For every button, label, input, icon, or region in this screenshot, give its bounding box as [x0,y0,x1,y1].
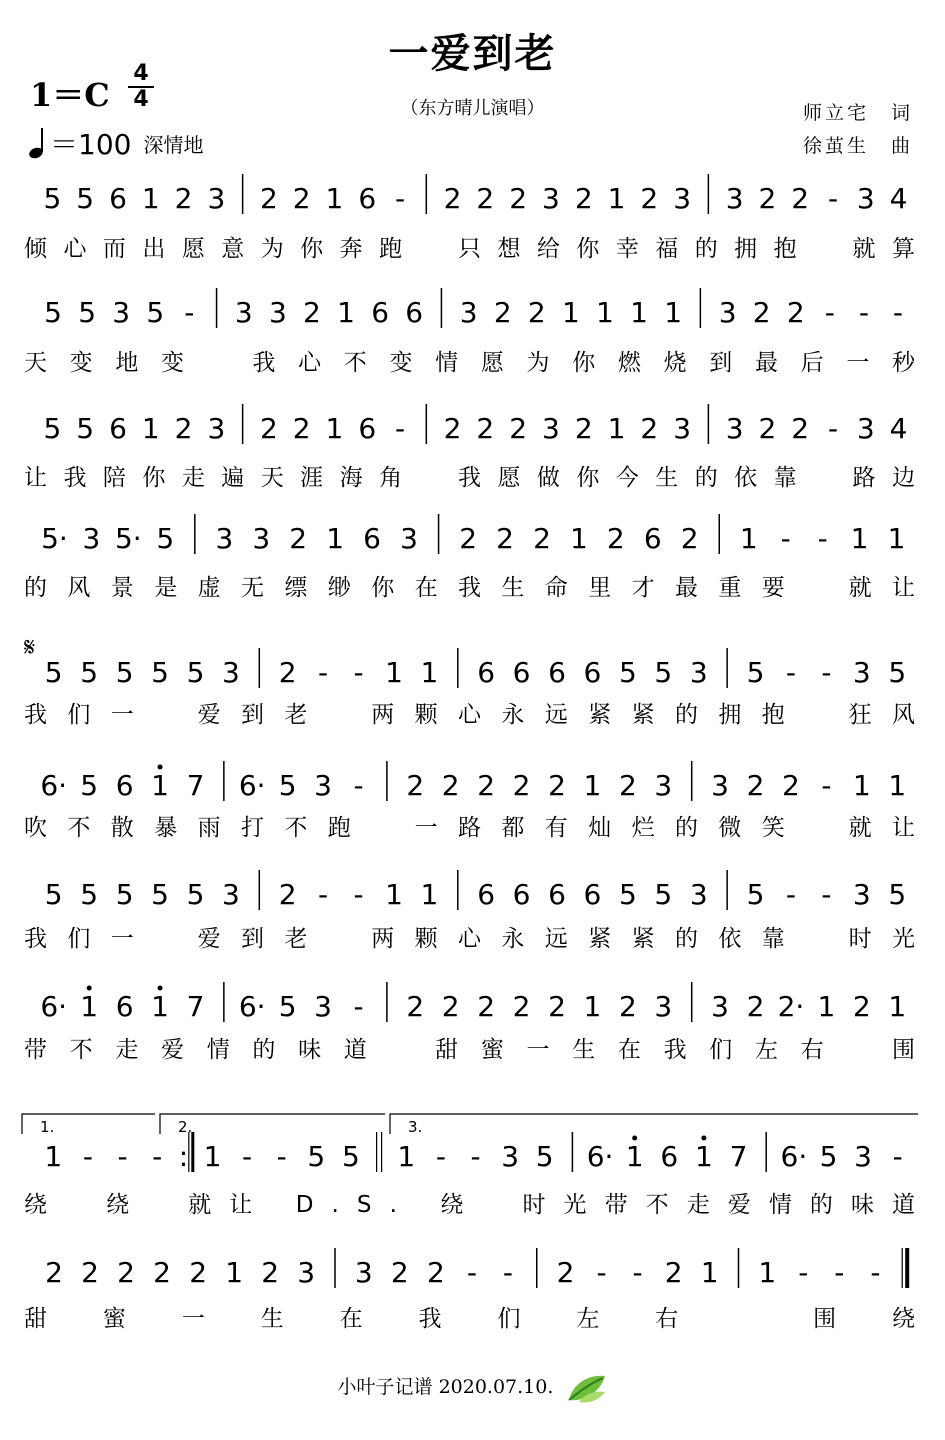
note: 2 [548,990,566,1023]
note: 6 [358,412,377,445]
note: - [117,1140,128,1173]
note: 1 [850,522,869,555]
note: 5 [76,412,95,445]
note: 6· [40,769,68,802]
note: 3 [654,769,673,802]
note: 6· [780,1140,808,1173]
note: 4 [889,412,908,445]
note: 5 [888,878,907,911]
note: 5 [654,656,673,689]
note: 2 [786,296,805,329]
note: 5· [41,522,68,555]
note: 3 [711,990,729,1023]
note: 6 [358,182,377,215]
note: - [395,412,406,445]
note: 1 [561,296,580,329]
note: 3 [673,412,692,445]
note: 2 [746,990,765,1023]
note: 5 [618,878,637,911]
note: 6 [548,878,566,911]
note: 2 [680,522,699,555]
lyric-line: 让我陪你走遍天涯海角 我愿做你今生的依靠 路边 [24,465,916,491]
note: 1 [607,412,626,445]
note: 1 [151,769,169,802]
high-octave-dot [158,986,163,991]
note: - [318,656,329,689]
note: 2 [443,412,462,445]
note: - [470,1140,481,1173]
note: 3 [856,412,875,445]
note: 3 [711,769,729,802]
note: 2 [117,1256,135,1289]
note: - [817,522,828,555]
note: 5 [146,296,165,329]
note: 5 [44,296,62,329]
note: 1 [852,769,871,802]
note: 6· [586,1140,614,1173]
note: 2 [292,182,311,215]
note: 5 [151,656,169,689]
note: 3 [82,522,101,555]
note: - [785,656,797,689]
note: 2 [606,522,625,555]
tempo-mood: 深情地 [143,132,204,157]
note: 2 [426,1256,445,1289]
repeat-dots: : [178,1140,189,1173]
note: - [152,1140,163,1173]
note: 6 [583,656,602,689]
note: 2 [618,769,637,802]
note: 6 [363,522,382,555]
note: 2 [443,182,462,215]
note: 2 [512,769,531,802]
note: 1 [203,1140,222,1173]
leaf-icon [565,1372,607,1404]
note: 1 [325,182,344,215]
note: 6 [109,412,127,445]
note: 2 [527,296,546,329]
note: 3 [252,522,271,555]
note: 2 [752,296,771,329]
note: 6· [238,769,266,802]
note: 3 [654,990,673,1023]
note: 5 [43,182,62,215]
note: 1 [607,182,626,215]
note: - [834,1256,845,1289]
note: 2 [618,990,637,1023]
note: 3 [297,1256,316,1289]
note: 2 [476,182,495,215]
note: 2 [852,990,871,1023]
note: 2 [556,1256,575,1289]
note: 1 [326,522,345,555]
note: 1 [325,412,344,445]
note: 2 [278,656,297,689]
note: 7 [186,769,205,802]
note: 2 [493,296,512,329]
volta-number: 2. [178,1118,193,1136]
note: 3 [542,412,560,445]
note: - [632,1256,643,1289]
note: 3 [314,769,333,802]
note: 3 [725,182,744,215]
note: 2 [746,769,765,802]
note: 3 [852,878,871,911]
note: 5· [114,522,142,555]
lyric-line: 绕 绕 就让 D.S. 绕 时光带不走爱情的味道 [24,1192,916,1218]
note: 2 [303,296,321,329]
note: 2 [289,522,308,555]
lyric-line: 我们一 爱到老 两颗心永远紧紧的依靠 时光 [24,926,915,952]
lyric-line: 的风景是虚无缥缈你在我生命里才最重要 就让 [24,575,915,601]
note: 1 [888,990,907,1023]
high-octave-dot [632,1136,637,1141]
note: 3 [215,522,234,555]
note: - [502,1256,513,1289]
note: 6 [115,990,134,1023]
note: 1 [420,656,439,689]
note: 3 [459,296,478,329]
note: 1 [397,1140,416,1173]
performer-subtitle: （东方晴儿演唱） [400,98,545,119]
transcriber-footer [0,1372,945,1404]
note: 2 [259,182,278,215]
note: 2 [791,412,810,445]
tempo-value: ＝100 [50,128,132,161]
note: - [353,990,364,1023]
footer-text: 小叶子记谱 2020.07.10. [337,1376,554,1398]
note: 1 [887,522,906,555]
key-signature: 1＝C [30,76,110,114]
note: 3 [856,182,875,215]
note: - [184,296,195,329]
high-octave-dot [158,765,163,770]
note: - [870,1256,881,1289]
note: 6· [238,990,266,1023]
note: 1 [700,1256,719,1289]
note: 2 [758,412,777,445]
note: 3 [314,990,333,1023]
note: - [821,656,832,689]
time-signature-top: 4 [133,61,149,86]
note: 2 [477,990,496,1023]
note: 1 [625,1140,644,1173]
note: 3 [222,878,240,911]
note: 5 [115,656,134,689]
note: 5 [78,296,97,329]
note: - [466,1256,477,1289]
note: 5 [44,878,63,911]
note: 5 [80,656,99,689]
volta-number: 3. [408,1118,423,1136]
note: 3 [400,522,418,555]
lyricist-credit: 师立宅 词 [802,102,913,124]
note: 1 [385,656,403,689]
note: 2 [278,878,297,911]
note: 1 [44,1140,63,1173]
lyric-line: 倾心而出愿意为你奔跑 只想给你幸福的拥抱 就算 [24,236,916,262]
note: 3 [854,1140,873,1173]
note: 6 [583,878,602,911]
note: 1 [583,769,602,802]
note: 5 [80,769,99,802]
note: - [353,656,364,689]
note: 5 [278,990,297,1023]
note: - [596,1256,607,1289]
note: 5 [80,878,99,911]
note: 3 [542,182,560,215]
high-octave-dot [701,1136,706,1141]
note: 3 [501,1140,520,1173]
note: - [785,878,797,911]
note: 5 [186,878,205,911]
note: 2 [441,990,460,1023]
note: 5 [654,878,673,911]
note: 2 [640,182,659,215]
note: - [892,1140,903,1173]
volta-bracket [160,1114,385,1134]
volta-bracket [390,1114,918,1134]
note: 2 [533,522,551,555]
note: 6 [109,182,127,215]
note: 2 [406,990,425,1023]
note: - [353,769,364,802]
note: 1 [225,1256,244,1289]
lyric-line: 甜蜜一生在我们左右 围绕 [24,1306,916,1332]
note: 3 [207,412,226,445]
note: 1 [817,990,836,1023]
note: 6 [477,878,496,911]
note: 2 [512,990,531,1023]
note: - [435,1140,446,1173]
note: 1 [385,878,403,911]
high-octave-dot [87,986,92,991]
note: 6 [660,1140,679,1173]
note: 1 [151,990,169,1023]
note: 1 [758,1256,777,1289]
note: 1 [630,296,648,329]
note: - [858,296,869,329]
lyric-line: 天变地变 我心不变情愿为你燃烧到最后一秒 [24,350,915,376]
note: 5 [278,769,297,802]
note: 2 [174,412,193,445]
song-title: 一爱到老 [388,31,557,77]
note: 2 [441,769,460,802]
volta-number: 1. [40,1118,55,1136]
note: 2 [574,182,593,215]
note: 6 [477,656,496,689]
note: 5 [76,182,95,215]
note: 3 [852,656,871,689]
note: 2 [81,1256,99,1289]
note: - [827,412,839,445]
note: - [824,296,835,329]
note: 2 [496,522,514,555]
note: 3 [718,296,737,329]
note: 2 [459,522,478,555]
lyric-line: 带不走爱情的味道 甜蜜一生在我们左右 围 [24,1037,915,1063]
note: - [827,182,839,215]
note: - [798,1256,809,1289]
note: 1 [141,182,160,215]
composer-credit: 徐茧生 曲 [802,135,913,157]
note: 6 [643,522,662,555]
note: 2 [390,1256,409,1289]
note: - [276,1140,287,1173]
note: 1 [420,878,439,911]
note: 2 [548,769,566,802]
note: 2 [640,412,659,445]
note: - [821,878,832,911]
note: 3 [725,412,744,445]
note: 6 [548,656,566,689]
note: 2 [174,182,193,215]
note: 5 [888,656,907,689]
note: 3 [222,656,240,689]
note: 2 [509,412,528,445]
note: 3 [207,182,226,215]
note: 5 [535,1140,554,1173]
note: 2 [261,1256,280,1289]
note: 5 [342,1140,360,1173]
note: 6 [512,656,531,689]
note: 5 [819,1140,838,1173]
segno-sign: 𝄋 [24,633,36,663]
note: 1 [80,990,99,1023]
note: 5 [43,412,62,445]
note: 5 [746,878,765,911]
note: 2 [574,412,593,445]
note: 3 [689,656,708,689]
note: - [242,1140,253,1173]
note: 5 [746,656,765,689]
note: 5 [307,1140,326,1173]
note: 2 [758,182,777,215]
note: 2 [664,1256,683,1289]
note: 6 [512,878,531,911]
note: 5 [115,878,134,911]
note: 2 [153,1256,172,1289]
note: 3 [112,296,131,329]
note: 2 [509,182,528,215]
note: 7 [186,990,205,1023]
note: 3 [673,182,692,215]
note: 2 [292,412,311,445]
note: 5 [618,656,637,689]
note: 2 [477,769,496,802]
note: - [318,878,329,911]
note: 2 [45,1256,63,1289]
note: 6 [405,296,424,329]
note: 5 [151,878,169,911]
note: 6 [371,296,390,329]
note: 1 [583,990,602,1023]
note: - [821,769,832,802]
note: 1 [141,412,160,445]
note: 4 [889,182,908,215]
time-signature-bottom: 4 [133,87,149,112]
note: 5 [44,656,63,689]
note: 5 [156,522,175,555]
note: 1 [694,1140,713,1173]
note: 1 [337,296,355,329]
note: 3 [354,1256,373,1289]
note: 6 [115,769,134,802]
note: 3 [268,296,287,329]
note: 2 [791,182,810,215]
note: 7 [729,1140,748,1173]
note: 2 [259,412,278,445]
note: 1 [664,296,683,329]
note: 1 [888,769,907,802]
note: 2 [406,769,425,802]
note: 3 [234,296,253,329]
lyric-line: 吹不散暴雨打不跑 一路都有灿烂的微笑 就让 [24,815,915,841]
note: 3 [689,878,708,911]
lyric-line: 我们一 爱到老 两颗心永远紧紧的拥抱 狂风 [24,702,915,728]
note: - [82,1140,93,1173]
note: - [353,878,364,911]
note: 1 [596,296,614,329]
note: - [892,296,904,329]
note: 2 [189,1256,208,1289]
note: 2· [777,990,805,1023]
note: 6· [40,990,68,1023]
note: 1 [739,522,758,555]
note: 1 [569,522,588,555]
note: 5 [186,656,205,689]
note: 2 [782,769,800,802]
note: 2 [476,412,495,445]
note: - [395,182,406,215]
note: - [780,522,791,555]
